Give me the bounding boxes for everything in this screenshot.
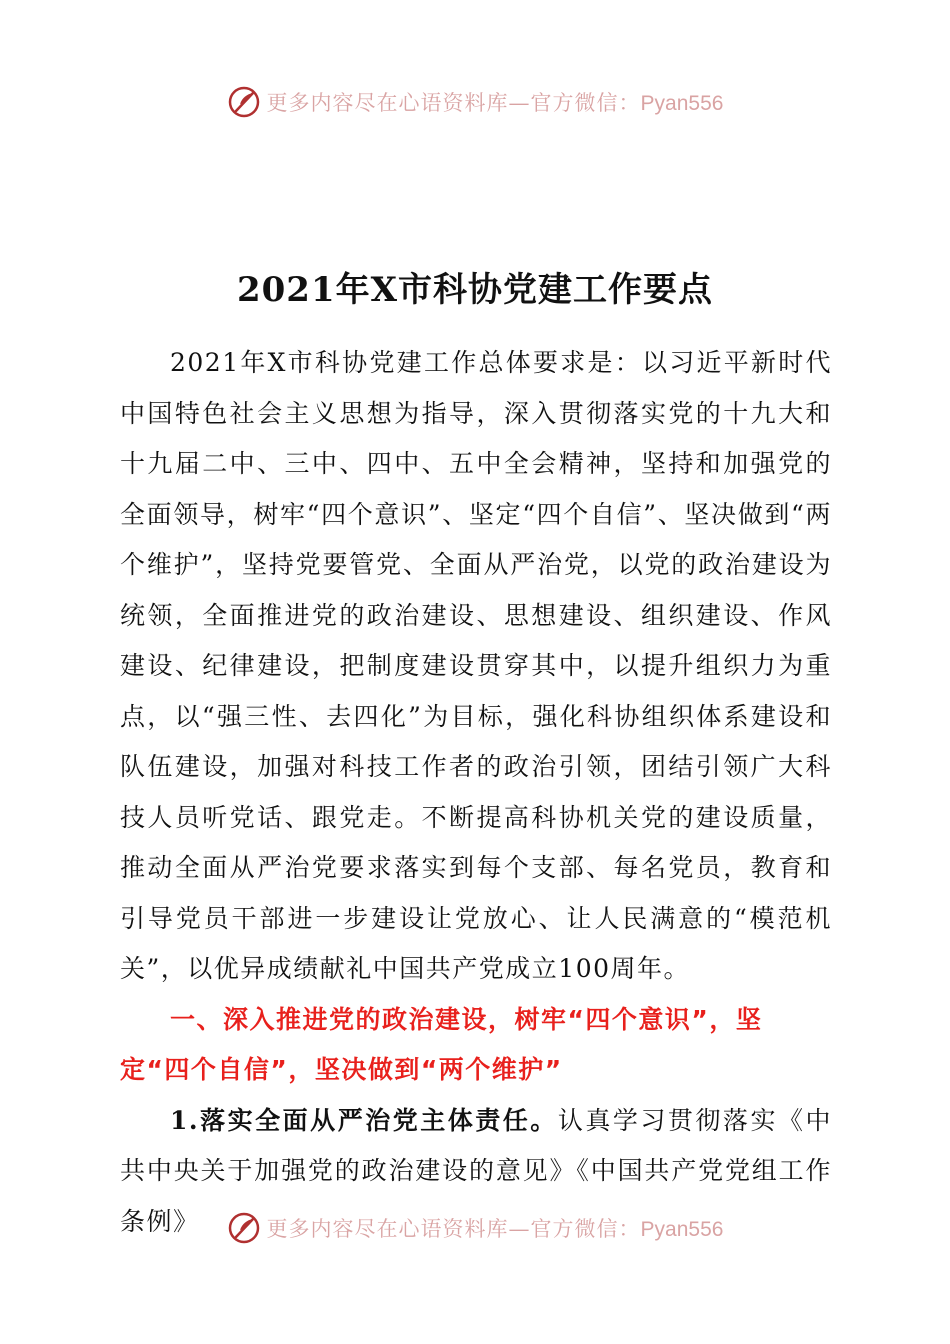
- watermark-wechat-id: Pyan556: [640, 1218, 724, 1241]
- watermark-banner-bottom: [0, 1206, 950, 1250]
- section-1-heading: 一、深入推进党的政治建设，树牢“四个意识”，坚定“四个自信”，坚决做到“两个维护”: [120, 1004, 763, 1084]
- document-body: [120, 338, 832, 1247]
- quill-logo-icon: [227, 85, 261, 119]
- item-1-lead: 1.落实全面从严治党主体责任。: [170, 1105, 558, 1135]
- document-title: 2021年X市科协党建工作要点: [236, 270, 713, 310]
- watermark-banner-top: [0, 80, 950, 124]
- quill-logo-icon: [227, 1211, 261, 1245]
- watermark-text: 更多内容尽在心语资料库—官方微信：Pyan556: [266, 91, 724, 115]
- watermark-wechat-id: Pyan556: [640, 92, 724, 115]
- intro-paragraph: 2021年X市科协党建工作总体要求是：以习近平新时代中国特色社会主义思想为指导，深入贯彻落实党的十九大和十九届二中、三中、四中、五中全会精神，坚持和加强党的全面领导，树牢“四个意识”、坚定“四个自信”、坚决做到“两个维护”，坚持党要管党、全面从严治党，以党的政治建设为统领，全面推进党的政治建设、思想建设、组织建设、作风建设、纪律建设，把制度建设贯穿其中，以提升组织力为重点，以“强三性、去四化”为目标，强化科协组织体系建设和队伍建设，加强对科技工作者的政治引领，团结引领广大科技人员听党话、跟党走。不断提高科协机关党的建设质量，推动全面从严治党要求落实到每个支部、每名党员，教育和引导党员干部进一步建设让党放心、让人民满意的“模范机关”，以优异成绩献礼中国共产党成立100周年。: [120, 348, 832, 983]
- item-1-text: 认真学习贯彻落实《中共中央关于加强党的政治建设的意见》《中国共产党党组工作条例》: [120, 1105, 832, 1236]
- watermark-text: 更多内容尽在心语资料库—官方微信：Pyan556: [266, 1217, 724, 1241]
